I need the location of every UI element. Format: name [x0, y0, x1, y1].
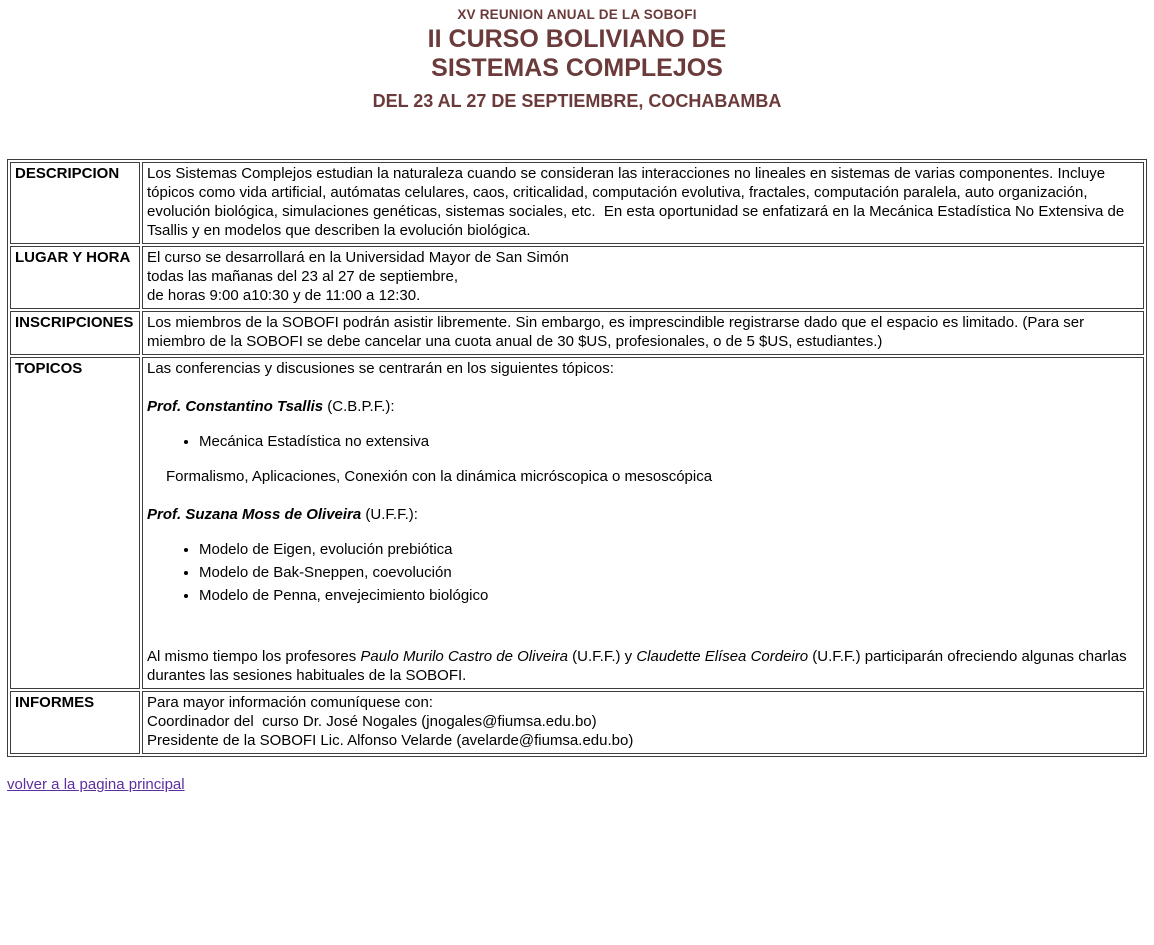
informes-line-3: Presidente de la SOBOFI Lic. Alfonso Velarde (avelarde@fiumsa.edu.bo)	[147, 732, 634, 749]
list-item: • Mecánica Estadística no extensiva	[199, 432, 1138, 451]
closing-name-2: Claudette Elísea Cordeiro	[636, 648, 809, 665]
prof2-name: Prof. Suzana Moss de Oliveira	[147, 506, 362, 523]
row-content-topicos	[142, 357, 1144, 689]
prof2-affiliation: (U.F.F.):	[361, 506, 418, 523]
topicos-intro: Las conferencias y discusiones se centrarán en los siguientes tópicos:	[147, 360, 614, 377]
row-label-topicos: TOPICOS	[10, 357, 140, 689]
lugar-line-3: de horas 9:00 a10:30 y de 11:00 a 12:30.	[147, 287, 421, 304]
prof1-name: Prof. Constantino Tsallis	[147, 398, 324, 415]
table-row-inscripciones	[10, 311, 1144, 355]
page-title	[7, 25, 1147, 83]
prof2-topic-list	[147, 540, 1138, 605]
table-row-lugar-y-hora	[10, 246, 1144, 309]
page-subtitle: DEL 23 AL 27 DE SEPTIEMBRE, COCHABAMBA	[372, 91, 782, 111]
table-row-topicos	[10, 357, 1144, 689]
prof1-topic-list	[147, 432, 1138, 451]
topicos-prof2-heading	[147, 505, 1138, 524]
list-item: • Modelo de Penna, envejecimiento biológico	[199, 586, 1138, 605]
closing-mid: (U.F.F.) y	[568, 648, 637, 665]
row-content-descripcion: Los Sistemas Complejos estudian la naturaleza cuando se consideran las interacciones no lineales en sistemas de varias componentes. Incluye tópicos como vida artificial, autómatas celulares, caos, criticalidad, computación evolutiva, fractales, computación paralela, auto organización, evolución biológica, simulaciones genéticas, sistemas sociales, etc. En esta oportunidad se enfatizará en la Mecánica Estadística No Extensiva de Tsallis y en modelos que describen la evolución biológica.	[142, 162, 1144, 244]
informes-line-1: Para mayor información comuníquese con:	[147, 694, 433, 711]
informes-line-2: Coordinador del curso Dr. José Nogales (jnogales@fiumsa.edu.bo)	[147, 713, 597, 730]
topicos-prof1-note: Formalismo, Aplicaciones, Conexión con la dinámica micróscopica o mesoscópica	[166, 468, 713, 485]
table-row-descripcion	[10, 162, 1144, 244]
row-content-informes	[142, 691, 1144, 754]
lugar-line-2: todas las mañanas del 23 al 27 de septiembre,	[147, 268, 459, 285]
page-title-line2: SISTEMAS COMPLEJOS	[431, 54, 723, 82]
table-row-informes	[10, 691, 1144, 754]
topicos-closing	[147, 647, 1138, 685]
lugar-line-1: El curso se desarrollará en la Universidad Mayor de San Simón	[147, 249, 569, 266]
list-item: • Modelo de Eigen, evolución prebiótica	[199, 540, 1138, 559]
list-item: • Modelo de Bak-Sneppen, coevolución	[199, 563, 1138, 582]
row-label-lugar-y-hora: LUGAR Y HORA	[10, 246, 140, 309]
closing-name-1: Paulo Murilo Castro de Oliveira	[360, 648, 568, 665]
row-label-descripcion: DESCRIPCION	[10, 162, 140, 244]
row-content-inscripciones: Los miembros de la SOBOFI podrán asistir libremente. Sin embargo, es imprescindible registrarse dado que el espacio es limitado. (Para ser miembro de la SOBOFI se debe cancelar una cuota anual de 30 $US, profesionales, o de 5 $US, estudiantes.)	[142, 311, 1144, 355]
course-info-table	[7, 159, 1147, 757]
row-content-lugar-y-hora	[142, 246, 1144, 309]
back-to-main-page-link[interactable]: volver a la pagina principal	[7, 776, 185, 793]
topicos-prof1-heading	[147, 397, 1138, 416]
page-footer	[7, 775, 1147, 794]
closing-post: (U.F.F.) participarán ofreciendo algunas charlas durantes las sesiones habituales de la SOBOFI.	[147, 648, 1127, 684]
closing-pre: Al mismo tiempo los profesores	[147, 648, 361, 665]
prof1-affiliation: (C.B.P.F.):	[323, 398, 395, 415]
row-label-informes: INFORMES	[10, 691, 140, 754]
page-header	[7, 6, 1147, 111]
page-title-line1: II CURSO BOLIVIANO DE	[427, 25, 727, 53]
row-label-inscripciones: INSCRIPCIONES	[10, 311, 140, 355]
header-kicker: XV REUNION ANUAL DE LA SOBOFI	[457, 7, 697, 22]
